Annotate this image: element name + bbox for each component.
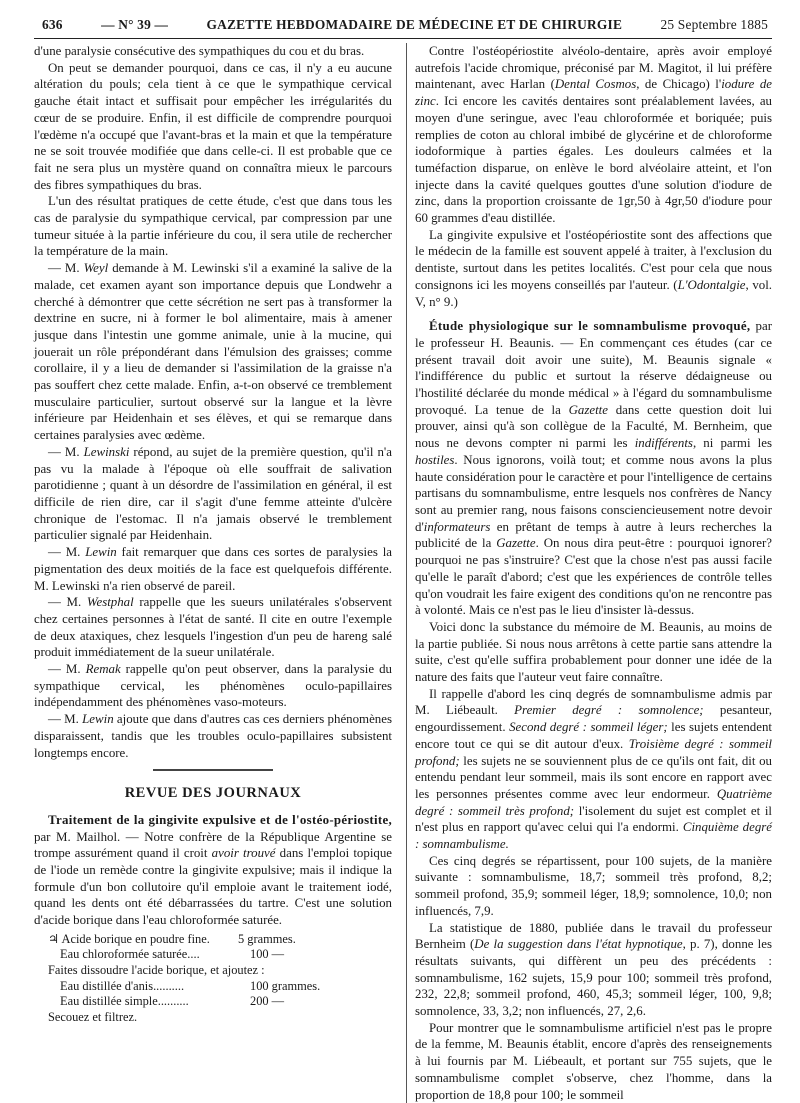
quantity: 200 — bbox=[250, 994, 285, 1009]
paragraph bbox=[415, 920, 772, 1020]
text: iodure de zinc bbox=[415, 77, 772, 109]
text: — M. bbox=[48, 545, 86, 560]
text: avoir trouvé bbox=[211, 846, 276, 861]
text: répond, au sujet de la première question, qu'il n'a pas vu la malade à l'époque où elle souffrait de salivation parotidienne ; quant à un désordre de l'assimilation en général, il est difficile de rien dire, car il s'agit d'une femme atteinte d'ulcère chronique de l'estomac. Il n'a jamais observé le tremblement particulier signalé par Heidenhain. bbox=[34, 444, 392, 543]
text: , vol. V, n° 9.) bbox=[415, 277, 773, 309]
section-divider bbox=[153, 769, 273, 771]
text: pesanteur, engourdissement. bbox=[415, 703, 772, 735]
text: informateurs bbox=[423, 519, 491, 534]
text: Cinquième degré : somnambulisme. bbox=[415, 820, 773, 852]
text: les sujets entendent encore tout ce qui se dit autour d'eux. bbox=[415, 720, 772, 751]
text: Dental Cosmos bbox=[554, 77, 637, 92]
quantity: 5 grammes. bbox=[238, 931, 296, 946]
speaker-name: Weyl bbox=[83, 261, 109, 276]
text: fait remarquer que dans ces sortes de paralysies la pigmentation des deux moitiés de la face est quelquefois différente. M. Lewinski n'a rien observé de pareil. bbox=[34, 545, 392, 593]
prescription-instruction: Faites dissoudre l'acide borique, et ajoutez : bbox=[48, 963, 265, 978]
text: rappelle que les sueurs unilatérales s'observent chez certaines personnes à l'état de santé. Il cite en outre l'exemple de deux ataxiques, chez lesquels l'ingestion d'un peu de hareng salé produit immédiatement de la sueur unilatérale. bbox=[34, 595, 392, 660]
page-number: 636 bbox=[42, 17, 63, 32]
speaker-name: Remak bbox=[85, 662, 121, 677]
paragraph bbox=[34, 544, 392, 594]
text: Premier degré : somnolence; bbox=[514, 703, 704, 718]
text: par M. Mailhol. — Notre confrère de la République Argentine se trompe assurément quand il croit bbox=[34, 829, 392, 861]
text: . Nous ignorons, voilà tout; et comme nous avons la plus haute considération pour le caractère et pour l'intelligence de certains partisans du somnambulisme, entre lesquels nos confrères de Nancy sont au premier rang, nous faisons consciencieusement notre devoir d' bbox=[415, 452, 773, 534]
text: dans cette question doit lui prouver, ainsi qu'à son collègue de la Faculté, M. Bernheim, que nous ne devons compter ni parmi les bbox=[415, 402, 772, 451]
right-column bbox=[406, 43, 772, 1103]
text: l'isolement du sujet est complet et il n'est plus en rapport qu'avec celui qui l'a endormi. bbox=[415, 803, 772, 835]
section-title: REVUE DES JOURNAUX bbox=[124, 785, 302, 802]
paragraph bbox=[415, 227, 772, 311]
speaker-name: Lewin bbox=[85, 545, 117, 560]
prescription-line bbox=[34, 994, 392, 1010]
text: — M. bbox=[48, 712, 83, 727]
text: les sujets ne se souviennent plus de ce qu'ils ont fait, dit ou entendu pendant leur sommeil, mais ils sont encore en rapport avec les personnes présentes comme avec leur endormeur. bbox=[415, 753, 772, 801]
text: demande à M. Lewinski s'il a examiné la salive de la malade, cet examen ayant son importance depuis que Londwehr a cherché à démontrer que cette sécrétion ne sert pas à transformer la dextrine en sucre, ni à former le bol alimentaire, mais à amener jusque dans l'intestin une gomme animale, unie à la mucine, qui jouerait un rôle prépondérant dans l'émulsion des graisses; comme corollaire, il y a lieu de demander si l'assimilation de la graisse n'a pas souffert chez cette malade. Enfin, a-t-on observé ce tremblement musculaire particulier, surtout observé sur la langue et la lèvre inférieure par Heidenhain et ses élèves, et qui se remarque dans certaines paralysies avec œdème. bbox=[34, 261, 392, 443]
text: Second degré : sommeil léger; bbox=[509, 720, 668, 735]
text: — M. bbox=[48, 261, 84, 276]
paragraph bbox=[34, 260, 392, 444]
prescription-line bbox=[34, 947, 392, 963]
quantity: 100 grammes. bbox=[250, 978, 321, 993]
left-column bbox=[34, 43, 392, 1103]
text: Quatrième degré : sommeil très profond; bbox=[415, 786, 772, 818]
text: — M. bbox=[48, 662, 86, 677]
text: Troisième degré : sommeil profond; bbox=[415, 736, 772, 768]
text: ajoute que dans d'autres cas ces derniers phénomènes disparaissent, tandis que les troubles oculo-papillaires subsistent longtemps encore. bbox=[34, 712, 392, 760]
text: . Ici encore les cavités dentaires sont préalablement lavées, au moyen d'une seringue, avec l'eau chloroformée et boriquée; puis remplies de coton au chloral imbibé de glycérine et de chloroforme iodoformique à parties égales. Les douleurs calmées et la tuméfaction disparue, on enlève le bord alvéolaire atteint, et l'on injecte dans la cavité quelques gouttes d'une solution d'iodure de zinc, dans la proportion croissante de 1gr,50 à 4gr,50 d'iodure pour 60 grammes d'eau distillée. bbox=[415, 94, 772, 226]
text: hostiles bbox=[415, 452, 455, 467]
paragraph: Pour montrer que le somnambulisme artificiel n'est pas le propre de la femme, M. Beaunis établit, encore d'après des renseignements à lui fournis par M. Liébeault, et portant sur 755 sujets, que le somnambulisme complet s'observe, chez l'homme, dans la proportion de 18,8 pour 100; le sommeil bbox=[415, 1020, 772, 1102]
issue-number: — N° 39 — bbox=[101, 17, 169, 32]
text: en prêtant de temps à autre à leurs recherches la publicité de la bbox=[415, 519, 772, 551]
paragraph bbox=[34, 711, 392, 761]
paragraph bbox=[34, 661, 392, 711]
prescription bbox=[34, 932, 392, 1026]
text: , de Chicago) l' bbox=[636, 77, 722, 92]
paragraph bbox=[34, 594, 392, 661]
paragraph: On peut se demander pourquoi, dans ce cas, il n'y a eu aucune altération du pouls; cela tient à ce que le sympathique cervical gauche était intact et suffisait pour empêcher les irrégularités du cœur de se produire. Enfin, il est difficile de comprendre pourquoi l'œdème n'a occupé que l'avant-bras et la main et que la température ne se soit trouvée modifiée que dans celle-ci. Il est probable que ce fait ne sera plus un mystère quand on connaîtra mieux le parcours des fibres sympathiques du bras. bbox=[34, 60, 392, 192]
prescription-line bbox=[34, 979, 392, 995]
text: Il rappelle d'abord les cinq degrés de somnambulisme admis par M. Liébeault. bbox=[415, 686, 772, 718]
text: Gazette bbox=[568, 402, 608, 417]
text: La statistique de 1880, publiée dans le travail du professeur Bernheim ( bbox=[415, 920, 772, 952]
issue-date: 25 Septembre 1885 bbox=[660, 17, 768, 32]
text: Contre l'ostéopériostite alvéolo-dentaire, après avoir employé autrefois l'acide chromique, préconisé par M. Magitot, il lui préfère maintenant, avec Harlan ( bbox=[415, 44, 772, 92]
paragraph bbox=[415, 318, 772, 619]
speaker-name: Lewinski bbox=[83, 444, 130, 459]
text: indifférents bbox=[634, 436, 693, 451]
paragraph bbox=[415, 686, 772, 853]
ingredient: Eau distillée d'anis.......... bbox=[60, 978, 185, 993]
ingredient: Eau chloroformée saturée.... bbox=[60, 947, 200, 962]
prescription-line bbox=[34, 932, 392, 948]
spacer bbox=[415, 310, 772, 318]
text: , ni parmi les bbox=[692, 436, 772, 451]
article-title: Étude physiologique sur le somnambulisme provoqué, bbox=[429, 319, 751, 334]
speaker-name: Westphal bbox=[86, 595, 134, 610]
text: rappelle qu'on peut observer, dans la paralysie du sympathique cervical, les phénomènes oculo-papillaires indépendamment des phénomènes vaso-moteurs. bbox=[34, 662, 392, 710]
paragraph bbox=[34, 444, 392, 544]
paragraph bbox=[415, 43, 772, 227]
paragraph bbox=[34, 812, 392, 929]
paragraph: d'une paralysie consécutive des sympathiques du cou et du bras. bbox=[34, 44, 365, 58]
ingredient: ♃ Acide borique en poudre fine. bbox=[48, 931, 210, 946]
text: , p. 7), donne les résultats suivants, qui diffèrent un peu des précédents : somnambulisme, 162 sujets, 15,9 pour 100; sommeil très profond, 232, 22,8; sommeil profond, 460, 45,3; sommeil léger, 100, 9,8; somnolence, 33, 3,2; non influencés, 27, 2,6. bbox=[415, 937, 772, 1019]
quantity: 100 — bbox=[250, 947, 285, 962]
journal-title: GAZETTE HEBDOMADAIRE DE MÉDECINE ET DE CHIRURGIE bbox=[206, 17, 623, 32]
page-header bbox=[34, 12, 772, 39]
text: — M. bbox=[48, 444, 84, 459]
paragraph: L'un des résultat pratiques de cette étude, c'est que dans tous les cas de paralysie du sympathique cervical, par compression par une tumeur située à la partie inférieure du cou, il sera utile de rechercher la température de la main. bbox=[34, 194, 392, 259]
text: La gingivite expulsive et l'ostéopériostite sont des affections que le médecin de la famille est souvent appelé à traiter, à l'exclusion du dentiste, surtout dans les petites localités. C'est pour cela que nous consignons ici les moyens conseillés par l'auteur. ( bbox=[415, 227, 772, 292]
text: De la suggestion dans l'état hypnotique bbox=[474, 937, 683, 952]
paragraph: Ces cinq degrés se répartissent, pour 100 sujets, de la manière suivante : somnambulisme, 18,7; sommeil très profond, 8,2; sommeil profond, 35,9; sommeil léger, 18,9; somnolence, 10,0; non influencés, 7,9. bbox=[415, 853, 772, 918]
text: — M. bbox=[48, 595, 87, 610]
article-title: Traitement de la gingivite expulsive et de l'ostéo-périostite, bbox=[48, 812, 392, 827]
ingredient: Eau distillée simple.......... bbox=[60, 994, 189, 1009]
prescription-instruction: Secouez et filtrez. bbox=[48, 1009, 138, 1024]
speaker-name: Lewin bbox=[82, 712, 114, 727]
text: Gazette bbox=[496, 536, 536, 551]
text: par le professeur H. Beaunis. — En commençant ces études (car ce présent travail doit avoir une suite), M. Beaunis signale « l'indifférence du public et surtout la réserve dédaigneuse ou l'hostilité déclarée du monde médical » à l'égard du somnambulisme provoqué. La tenue de la bbox=[415, 319, 772, 417]
text: . On nous dira peut-être : pourquoi ignorer? pourquoi ne pas s'instruire? C'est que la chose n'est pas aussi facile qu'elle le paraît d'abord; c'est que les expériences de contrôle telles qu'on voudrait les faire exigent des conditions qu'on ne rencontre pas à volonté. Mais ce n'est pas le lieu d'insister là-dessus. bbox=[415, 536, 772, 618]
paragraph: Voici donc la substance du mémoire de M. Beaunis, au moins de la partie publiée. Si nous nous arrêtons à cette partie sans attendre la suite, c'est qu'elle suffira probablement pour donner une idée de la nature des faits que l'auteur veut faire connaître. bbox=[415, 619, 772, 685]
text: L'Odontalgie bbox=[677, 277, 746, 292]
text: dans l'emploi topique de l'iode un remède contre la gingivite expulsive; mais il indique la formule d'un bon collutoire qu'il emploie avant le traitement iodé, quand les dents ont été débarrassées du tartre. C'est une solution d'acide borique dans l'eau chloroformée saturée. bbox=[34, 846, 393, 928]
